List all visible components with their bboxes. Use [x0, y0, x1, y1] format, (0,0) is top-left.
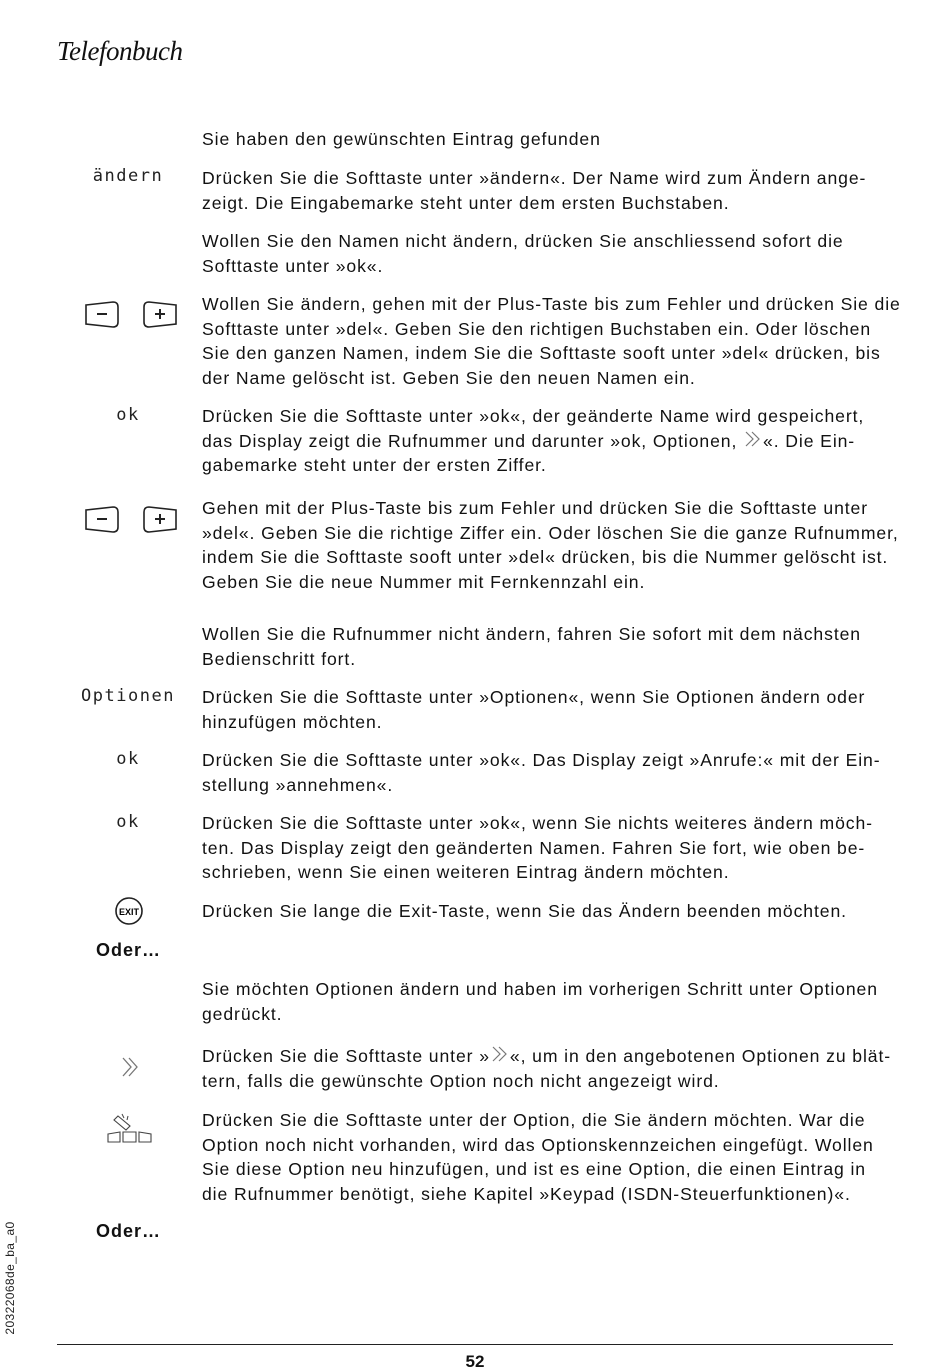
plus-key-icon: [144, 507, 176, 532]
document-code: 20322068de_ba_a0: [3, 1221, 17, 1335]
softkey-label-aendern: ändern: [92, 166, 164, 186]
paragraph-text: Drücken Sie die Softtaste unter »ok«, der geänderte Name wird gespeichert, das Display zeigt die Rufnummer und darunter »ok, Optionen,: [202, 406, 865, 451]
oder-label: Oder…: [96, 940, 162, 960]
paragraph-text: «, um in den angebotenen Optionen zu blät- tern, falls die gewünschte Option noch nicht angezeigt wird.: [202, 1046, 892, 1091]
minus-key-icon: [86, 507, 118, 532]
minus-plus-keys-icon: [83, 504, 181, 534]
softkey-label-ok: ok: [116, 812, 140, 832]
paragraph-press-aendern: Drücken Sie die Softtaste unter »ändern«. Der Name wird zum Ändern ange- zeigt. Die Eingabemarke steht unter dem ersten Buchstaben.: [202, 168, 867, 213]
paragraph-edit-number: Gehen mit der Plus-Taste bis zum Fehler und drücken Sie die Softtaste unter »del«. Geben Sie die richtige Ziffer ein. Oder löschen Sie die ganze Rufnummer, indem Sie die Softtaste sooft unter »del« drücken, bis die Nummer gelöscht ist. Geben Sie die neue Nummer mit Fernkennzahl ein.: [202, 498, 899, 592]
exit-key-icon: [114, 896, 144, 926]
exit-key-label: EXIT: [118, 907, 140, 917]
double-chevron-right-icon: [120, 1055, 140, 1079]
double-chevron-right-icon: [490, 1044, 510, 1064]
paragraph-keep-number: Wollen Sie die Rufnummer nicht ändern, fahren Sie sofort mit dem nächsten Bedienschritt fort.: [202, 624, 861, 669]
plus-key-icon: [144, 302, 176, 327]
footer-divider: [57, 1344, 893, 1345]
paragraph-scroll-options: [202, 1044, 902, 1093]
paragraph-select-option: Drücken Sie die Softtaste unter der Option, die Sie ändern möchten. War die Option noch nicht vorhanden, wird das Optionskennzeichen eingefügt. Wollen Sie diese Option neu hinzufügen, und ist es eine Option, die einen Eintrag in die Rufnummer benötigt, siehe Kapitel »Keypad (ISDN-Steuerfunktionen)«.: [202, 1110, 874, 1204]
press-softkey-icon: [104, 1112, 156, 1148]
double-chevron-right-icon: [743, 429, 763, 449]
paragraph-finish-ok: Drücken Sie die Softtaste unter »ok«, wenn Sie nichts weiteres ändern möch- ten. Das Display zeigt den geänderten Namen. Fahren Sie fort, wie oben be- schrieben, wenn Sie einen weiteren Eintrag ändern möchten.: [202, 813, 873, 882]
softkey-label-optionen: Optionen: [81, 686, 175, 706]
paragraph-anrufe: Drücken Sie die Softtaste unter »ok«. Das Display zeigt »Anrufe:« mit der Ein- stellung »annehmen«.: [202, 750, 881, 795]
oder-label: Oder…: [96, 1221, 162, 1241]
softkey-label-ok: ok: [116, 405, 140, 425]
page-number: 52: [465, 1352, 485, 1371]
softkey-label-ok: ok: [116, 749, 140, 769]
paragraph-text: Drücken Sie die Softtaste unter »: [202, 1046, 490, 1066]
paragraph-exit: Drücken Sie lange die Exit-Taste, wenn Sie das Ändern beenden möchten.: [202, 901, 847, 921]
paragraph-save-name: [202, 404, 902, 478]
minus-key-icon: [86, 302, 118, 327]
paragraph-press-optionen: Drücken Sie die Softtaste unter »Optionen«, wenn Sie Optionen ändern oder hinzufügen möchten.: [202, 687, 866, 732]
paragraph-edit-name: Wollen Sie ändern, gehen mit der Plus-Taste bis zum Fehler und drücken Sie die Softtaste unter »del«. Geben Sie den richtigen Buchstaben ein. Oder löschen Sie den ganzen Namen, indem Sie die Softtaste sooft unter »del« drücken, bis der Name gelöscht ist. Geben Sie den neuen Namen ein.: [202, 294, 901, 388]
paragraph-text: «. Die Ein- gabemarke steht unter der ersten Ziffer.: [202, 430, 856, 475]
paragraph-found-entry: Sie haben den gewünschten Eintrag gefunden: [202, 129, 601, 149]
paragraph-keep-name: Wollen Sie den Namen nicht ändern, drücken Sie anschliessend sofort die Softtaste unter »ok«.: [202, 231, 844, 276]
paragraph-options-pressed: Sie möchten Optionen ändern und haben im vorherigen Schritt unter Optionen gedrückt.: [202, 979, 878, 1024]
page-title: Telefonbuch: [57, 36, 183, 66]
minus-plus-keys-icon: [83, 299, 181, 329]
